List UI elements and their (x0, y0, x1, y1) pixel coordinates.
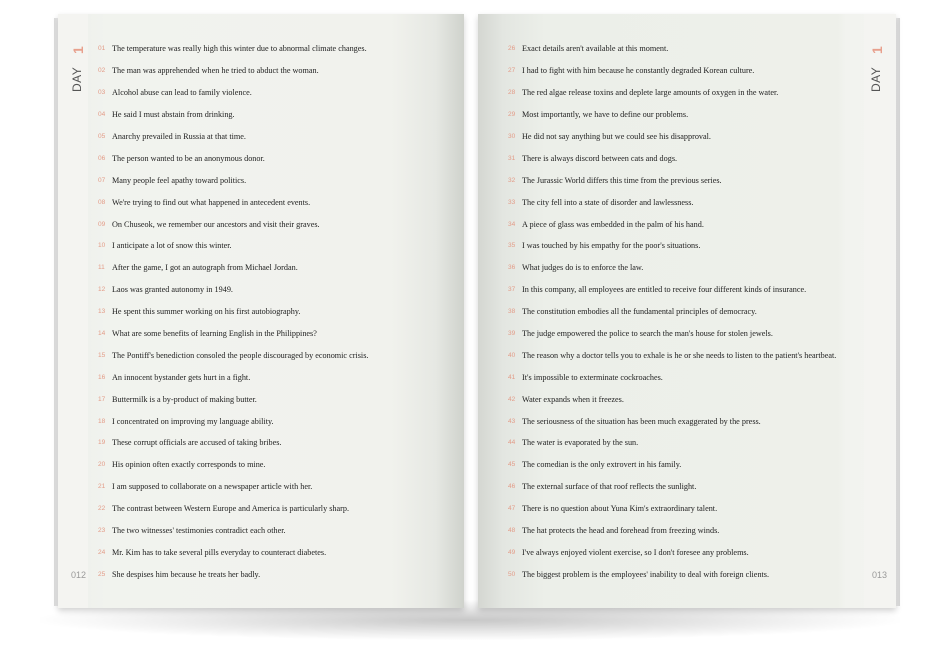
sentence-number: 08 (98, 198, 106, 206)
sentence-text: The comedian is the only extrovert in his family. (522, 460, 682, 470)
sentence-number: 03 (98, 89, 106, 97)
sentence-number: 06 (98, 154, 106, 162)
sentence-item (508, 410, 858, 432)
sentence-text: His opinion often exactly corresponds to mine. (112, 460, 266, 470)
right-page (478, 14, 896, 608)
sentence-text: Exact details aren't available at this moment. (522, 44, 669, 54)
sentence-item (508, 454, 858, 476)
day-tag-right (867, 40, 891, 100)
sentence-number: 15 (98, 351, 106, 359)
sentence-item (508, 235, 858, 257)
sentence-number: 31 (508, 154, 516, 162)
sentence-text: The Pontiff's benediction consoled the people discouraged by economic crisis. (112, 350, 369, 360)
sentence-number: 09 (98, 220, 106, 228)
sentence-number: 23 (98, 527, 106, 535)
sentence-number: 35 (508, 242, 516, 250)
sentence-number: 18 (98, 417, 106, 425)
sentence-item (508, 147, 858, 169)
left-page (58, 14, 464, 608)
sentence-list-left (98, 38, 438, 585)
sentence-text: He said I must abstain from drinking. (112, 110, 235, 120)
sentence-number: 21 (98, 483, 106, 491)
sentence-number: 26 (508, 45, 516, 53)
sentence-text: He spent this summer working on his first autobiography. (112, 307, 301, 317)
sentence-number: 20 (98, 461, 106, 469)
sentence-text: What are some benefits of learning English in the Philippines? (112, 329, 317, 339)
sentence-text: The biggest problem is the employees' inability to deal with foreign clients. (522, 569, 770, 579)
sentence-item (508, 323, 858, 345)
sentence-number: 44 (508, 439, 516, 447)
sentence-text: Water expands when it freezes. (522, 394, 624, 404)
sentence-text: Many people feel apathy toward politics. (112, 175, 247, 185)
sentence-item (98, 301, 438, 323)
sentence-text: The person wanted to be an anonymous donor. (112, 153, 265, 163)
sentence-text: Buttermilk is a by-product of making butter. (112, 394, 257, 404)
sentence-number: 19 (98, 439, 106, 447)
left-margin-strip (58, 14, 88, 608)
sentence-item (98, 257, 438, 279)
sentence-text: The Jurassic World differs this time from the previous series. (522, 175, 722, 185)
sentence-item (98, 476, 438, 498)
sentence-text: The temperature was really high this winter due to abnormal climate changes. (112, 44, 367, 54)
sentence-item (508, 432, 858, 454)
sentence-item (98, 60, 438, 82)
sentence-item (98, 323, 438, 345)
day-label: DAY (70, 66, 84, 92)
sentence-number: 14 (98, 330, 106, 338)
sentence-number: 32 (508, 176, 516, 184)
sentence-number: 17 (98, 395, 106, 403)
sentence-item (508, 257, 858, 279)
sentence-item (508, 301, 858, 323)
sentence-number: 39 (508, 330, 516, 338)
right-margin-strip (864, 14, 896, 608)
sentence-item (508, 213, 858, 235)
sentence-item (98, 191, 438, 213)
sentence-text: The seriousness of the situation has been much exaggerated by the press. (522, 416, 761, 426)
sentence-number: 22 (98, 505, 106, 513)
sentence-number: 16 (98, 373, 106, 381)
sentence-text: There is always discord between cats and dogs. (522, 153, 678, 163)
sentence-text: What judges do is to enforce the law. (522, 263, 644, 273)
sentence-item (98, 235, 438, 257)
sentence-item (98, 388, 438, 410)
sentence-text: The red algae release toxins and deplete large amounts of oxygen in the water. (522, 88, 779, 98)
day-tag-left (68, 40, 92, 100)
sentence-item (98, 147, 438, 169)
sentence-number: 49 (508, 548, 516, 556)
sentence-item (98, 541, 438, 563)
sentence-number: 48 (508, 527, 516, 535)
sentence-text: Anarchy prevailed in Russia at that time. (112, 132, 246, 141)
sentence-text: It's impossible to exterminate cockroaches. (522, 372, 663, 382)
sentence-text: On Chuseok, we remember our ancestors and visit their graves. (112, 219, 320, 229)
sentence-number: 13 (98, 308, 106, 316)
sentence-number: 30 (508, 133, 516, 140)
sentence-item (508, 191, 858, 213)
sentence-text: He did not say anything but we could see his disapproval. (522, 132, 711, 141)
sentence-number: 02 (98, 67, 106, 75)
sentence-item (98, 126, 438, 148)
sentence-item (98, 169, 438, 191)
page-number-left: 012 (71, 570, 87, 580)
sentence-text: I've always enjoyed violent exercise, so I don't foresee any problems. (522, 547, 749, 557)
sentence-number: 25 (98, 570, 106, 578)
sentence-text: I am supposed to collaborate on a newspaper article with her. (112, 482, 313, 492)
sentence-item (508, 82, 858, 104)
day-number: 1 (70, 46, 86, 54)
sentence-item (98, 563, 438, 585)
day-label: DAY (869, 66, 883, 92)
sentence-number: 11 (98, 264, 105, 272)
sentence-number: 01 (98, 45, 106, 53)
page-number-right: 013 (872, 570, 888, 580)
sentence-text: I anticipate a lot of snow this winter. (112, 241, 232, 251)
sentence-number: 34 (508, 220, 516, 228)
sentence-text: The constitution embodies all the fundamental principles of democracy. (522, 307, 757, 317)
sentence-item (508, 104, 858, 126)
sentence-text: The city fell into a state of disorder and lawlessness. (522, 197, 694, 207)
sentence-number: 38 (508, 308, 516, 316)
sentence-number: 42 (508, 395, 516, 403)
sentence-item (508, 388, 858, 410)
sentence-text: An innocent bystander gets hurt in a fight. (112, 372, 251, 382)
sentence-number: 04 (98, 111, 106, 119)
sentence-item (98, 520, 438, 542)
sentence-text: Mr. Kim has to take several pills everyday to counteract diabetes. (112, 547, 327, 557)
sentence-number: 45 (508, 461, 516, 469)
sentence-number: 40 (508, 351, 516, 359)
sentence-text: The reason why a doctor tells you to exhale is he or she needs to listen to the patient's heartbeat. (522, 350, 837, 360)
sentence-text: I was touched by his empathy for the poor's situations. (522, 241, 701, 251)
sentence-text: I concentrated on improving my language ability. (112, 416, 274, 426)
sentence-number: 36 (508, 264, 516, 272)
sentence-item (98, 366, 438, 388)
sentence-item (508, 126, 858, 148)
sentence-number: 46 (508, 483, 516, 491)
sentence-text: Laos was granted autonomy in 1949. (112, 285, 233, 295)
sentence-item (98, 344, 438, 366)
day-number: 1 (869, 46, 885, 54)
sentence-item (508, 498, 858, 520)
sentence-item (98, 432, 438, 454)
sentence-item (508, 60, 858, 82)
sentence-list-right (508, 38, 858, 585)
sentence-item (508, 344, 858, 366)
sentence-number: 47 (508, 505, 516, 513)
sentence-text: The water is evaporated by the sun. (522, 438, 639, 448)
sentence-text: The judge empowered the police to search the man's house for stolen jewels. (522, 329, 773, 339)
sentence-item (508, 38, 858, 60)
sentence-number: 10 (98, 242, 106, 250)
sentence-item (508, 541, 858, 563)
sentence-number: 50 (508, 570, 516, 578)
sentence-text: Alcohol abuse can lead to family violence. (112, 88, 252, 98)
sentence-item (98, 410, 438, 432)
sentence-number: 28 (508, 89, 516, 97)
sentence-number: 24 (98, 548, 106, 556)
sentence-item (508, 169, 858, 191)
sentence-text: I had to fight with him because he constantly degraded Korean culture. (522, 66, 755, 76)
sentence-text: These corrupt officials are accused of taking bribes. (112, 438, 282, 448)
sentence-number: 27 (508, 67, 516, 75)
sentence-number: 12 (98, 286, 106, 294)
sentence-item (508, 476, 858, 498)
sentence-number: 37 (508, 286, 516, 294)
sentence-number: 41 (508, 373, 516, 381)
sentence-text: A piece of glass was embedded in the palm of his hand. (522, 219, 704, 229)
sentence-item (98, 82, 438, 104)
sentence-item (98, 498, 438, 520)
sentence-item (508, 366, 858, 388)
sentence-text: Most importantly, we have to define our problems. (522, 110, 689, 120)
sentence-text: The man was apprehended when he tried to abduct the woman. (112, 66, 319, 76)
sentence-item (98, 279, 438, 301)
sentence-text: There is no question about Yuna Kim's extraordinary talent. (522, 504, 718, 514)
sentence-text: She despises him because he treats her badly. (112, 569, 261, 579)
sentence-item (98, 454, 438, 476)
sentence-number: 33 (508, 198, 516, 206)
sentence-text: The hat protects the head and forehead from freezing winds. (522, 526, 720, 536)
sentence-item (98, 213, 438, 235)
sentence-item (508, 563, 858, 585)
sentence-text: We're trying to find out what happened in antecedent events. (112, 197, 311, 207)
sentence-text: The external surface of that roof reflects the sunlight. (522, 482, 697, 492)
sentence-number: 07 (98, 176, 106, 184)
sentence-number: 43 (508, 417, 516, 425)
sentence-item (98, 104, 438, 126)
sentence-item (98, 38, 438, 60)
sentence-item (508, 520, 858, 542)
sentence-item (508, 279, 858, 301)
sentence-text: After the game, I got an autograph from Michael Jordan. (112, 263, 298, 273)
sentence-number: 29 (508, 111, 516, 119)
sentence-text: The two witnesses' testimonies contradict each other. (112, 526, 286, 536)
sentence-text: The contrast between Western Europe and America is particularly sharp. (112, 504, 349, 514)
sentence-text: In this company, all employees are entitled to receive four different kinds of insurance. (522, 285, 807, 295)
sentence-number: 05 (98, 133, 106, 140)
